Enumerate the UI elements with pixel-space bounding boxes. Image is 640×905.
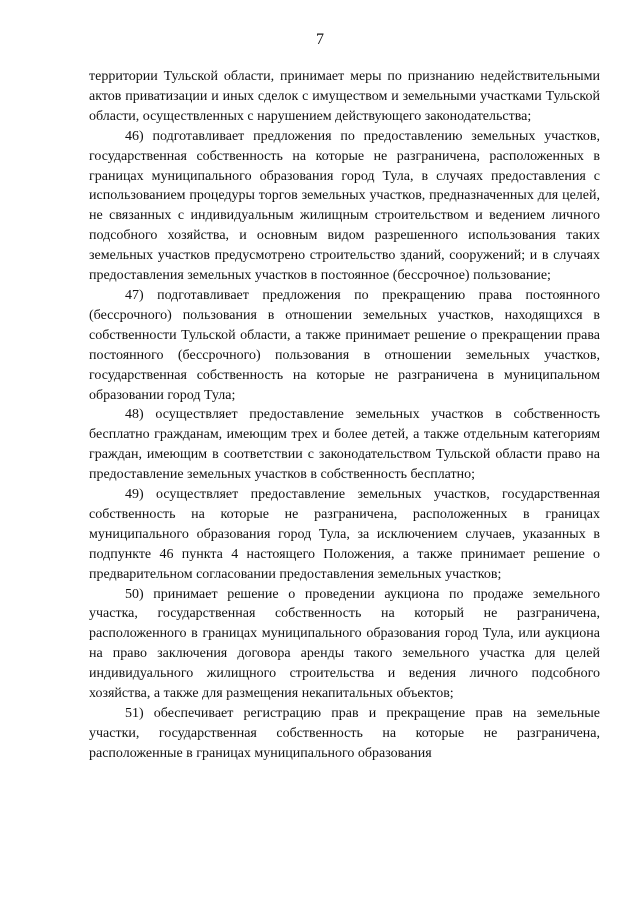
document-body: [89, 67, 600, 764]
paragraph-item-48: 48) осуществляет предоставление земельных участков в собственность бесплатно гражданам, имеющим трех и более детей, а также отдельным категориям граждан, имеющим в соответствии с законодательством Тульской области право на предоставление земельных участков в собственность бесплатно;: [89, 407, 600, 483]
paragraph-item-49: 49) осуществляет предоставление земельных участков, государственная собственность на которые не разграничена, расположенных в границах муниципального образования город Тула, за исключением случаев, указанных в подпункте 46 пункта 4 настоящего Положения, а также принимает решение о предварительном согласовании предоставления земельных участков;: [89, 487, 600, 582]
page-number: 7: [316, 31, 324, 48]
paragraph-item-51: 51) обеспечивает регистрацию прав и прекращение прав на земельные участки, государственная собственность на которые не разграничена, расположенные в границах муниципального образования: [89, 706, 600, 761]
paragraph-item-46: 46) подготавливает предложения по предоставлению земельных участков, государственная собственность на которые не разграничена, расположенных в границах муниципального образования город Тула, в случаях предоставления с использованием процедуры торгов земельных участков, предназначенных для целей, не связанных с индивидуальным жилищным строительством и ведением личного подсобного хозяйства, и основным видом разрешенного использования таких земельных участков предусмотрено строительство зданий, сооружений; и в случаях предоставления земельных участков в постоянное (бессрочное) пользование;: [89, 128, 600, 284]
paragraph-continuation: территории Тульской области, принимает меры по признанию недействительными актов приватизации и иных сделок с имуществом и земельными участками Тульской области, осуществленных с нарушением действующего законодательства;: [89, 69, 600, 124]
paragraph-item-47: 47) подготавливает предложения по прекращению права постоянного (бессрочного) пользования в отношении земельных участков, находящихся в собственности Тульской области, а также принимает решение о прекращении права постоянного (бессрочного) пользования в отношении земельных участков, государственная собственность на которые не разграничена в муниципальном образовании город Тула;: [89, 287, 600, 403]
paragraph-item-50: 50) принимает решение о проведении аукциона по продаже земельного участка, государственная собственность на который не разграничена, расположенного в границах муниципального образования город Тула, или аукциона на право заключения договора аренды такого земельного участка для целей индивидуального жилищного строительства и ведения личного подсобного хозяйства, а также для размещения некапитальных объектов;: [89, 586, 600, 702]
